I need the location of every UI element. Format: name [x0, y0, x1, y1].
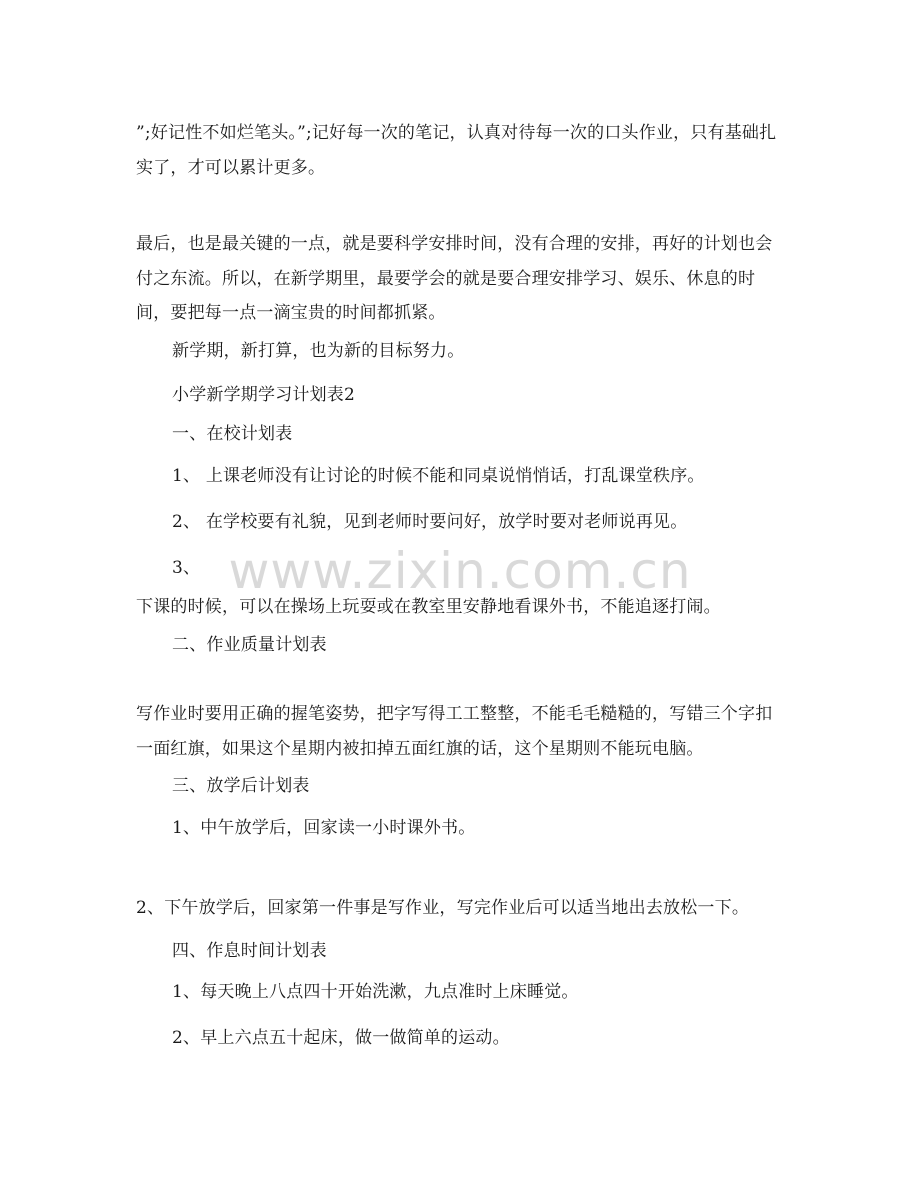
list-item-school-3-text: 下课的时候，可以在操场上玩耍或在教室里安静地看课外书，不能追逐打闹。 [136, 597, 721, 617]
heading-rest-schedule: 四、作息时间计划表 [172, 941, 327, 961]
list-item-school-3-number: 3、 [172, 558, 201, 578]
heading-school-plan: 一、在校计划表 [172, 424, 293, 444]
section-title-plan-2: 小学新学期学习计划表2 [172, 385, 356, 405]
heading-after-school-plan: 三、放学后计划表 [172, 776, 310, 796]
heading-homework-plan: 二、作业质量计划表 [172, 635, 327, 655]
list-item-school-1: 1、 上课老师没有让讨论的时候不能和同桌说悄悄话，打乱课堂秩序。 [172, 466, 705, 486]
paragraph-note-taking: ”;好记性不如烂笔头。”;记好每一次的笔记，认真对待每一次的口头作业，只有基础扎实了，才可以累计更多。 [136, 123, 777, 178]
paragraph-new-term: 新学期，新打算，也为新的目标努力。 [172, 341, 465, 361]
list-item-after-school-1: 1、中午放学后，回家读一小时课外书。 [172, 818, 476, 838]
list-item-rest-2: 2、早上六点五十起床，做一做简单的运动。 [172, 1028, 510, 1048]
paragraph-homework-rules: 写作业时要用正确的握笔姿势，把字写得工工整整，不能毛毛糙糙的，写错三个字扣一面红旗，如果这个星期内被扣掉五面红旗的话，这个星期则不能玩电脑。 [136, 704, 773, 759]
list-item-rest-1: 1、每天晚上八点四十开始洗漱，九点准时上床睡觉。 [172, 982, 579, 1002]
list-item-school-2: 2、 在学校要有礼貌，见到老师时要问好，放学时要对老师说再见。 [172, 512, 688, 532]
paragraph-time-management: 最后，也是最关键的一点，就是要科学安排时间，没有合理的安排，再好的计划也会付之东流。所以，在新学期里，最要学会的就是要合理安排学习、娱乐、休息的时间，要把每一点一滴宝贵的时间都抓紧。 [136, 234, 773, 323]
list-item-after-school-2: 2、下午放学后，回家第一件事是写作业，写完作业后可以适当地出去放松一下。 [136, 898, 750, 918]
watermark: www.zixin.com.cn [228, 542, 692, 600]
